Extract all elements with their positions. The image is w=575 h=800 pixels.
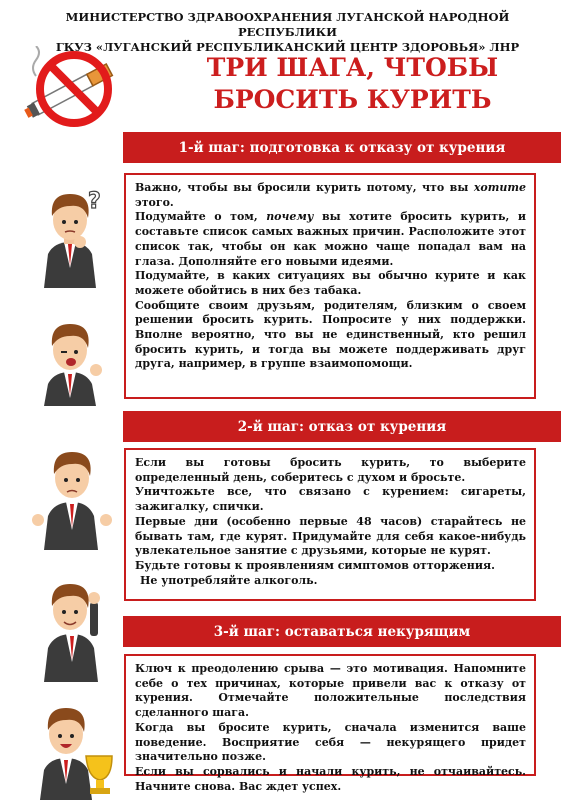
pointing-man-icon [30, 572, 114, 682]
svg-text:?: ? [88, 189, 101, 214]
step-3-paragraph-2: Когда вы бросите курить, сначала изменится ваше поведение. Восприятие себя — некурящего придет значительно позже. [135, 720, 526, 764]
page-title [140, 52, 565, 116]
step-3-text-box [124, 654, 536, 793]
step-2-paragraph-4: Будьте готовы к проявлениям симптомов отторжения. [135, 558, 495, 572]
step-1-paragraph-3: Подумайте, в каких ситуациях вы обычно курите и как можете обойтись в них без табака. [135, 269, 526, 297]
header-line-1: МИНИСТЕРСТВО ЗДРАВООХРАНЕНИЯ ЛУГАНСКОЙ НАРОДНОЙ РЕСПУБЛИКИ [65, 10, 510, 39]
step-2-paragraph-5: Не употребляйте алкоголь. [140, 573, 318, 587]
step-2-paragraph-3: Первые дни (особенно первые 48 часов) старайтесь не бывать там, где курят. Придумайте для себя какое-нибудь увлекательное занятие с друзьями, которые не курят. [135, 514, 526, 558]
title-line-2: БРОСИТЬ КУРИТЬ [213, 85, 492, 114]
step-1-paragraph-2: Подумайте о том, почему вы хотите бросить курить, и составьте список самых важных причин. Расположите этот список так, чтобы он как можно чаще попадал вам на глаза. Дополняйте его новыми идеями. [135, 210, 526, 268]
step-1-heading: 1-й шаг: подготовка к отказу от курения [123, 132, 561, 163]
step-2-heading: 2-й шаг: отказ от курения [123, 411, 561, 442]
step-1-paragraph-1: Важно, чтобы вы бросили курить потому, что вы хотите этого. [135, 181, 526, 209]
step-1-text-box [124, 173, 536, 399]
step-2-paragraph-1: Если вы готовы бросить курить, то выберите определенный день, соберитесь с духом и бросьте. [135, 456, 526, 484]
step-2-paragraph-2: Уничтожьте все, что связано с курением: сигареты, зажигалку, спички. [135, 485, 526, 514]
step-1-paragraph-4: Сообщите своим друзьям, родителям, близким о своем решении бросить курить. Попросите у них поддержки. Вполне вероятно, что вы не единственный, кто решил бросить курить, и тогда вы можете поддерживать друг друга, например, в группе взаимопомощи. [135, 298, 526, 371]
man-with-trophy-icon [30, 700, 114, 800]
title-line-1: ТРИ ШАГА, ЧТОБЫ [206, 53, 499, 82]
step-3-paragraph-3: Если вы сорвались и начали курить, не отчаивайтесь. Начните снова. Вас ждет успех. [135, 764, 526, 793]
step-3-heading: 3-й шаг: оставаться некурящим [123, 616, 561, 647]
thinking-man-icon [34, 182, 114, 288]
shrugging-man-icon [30, 440, 114, 550]
winking-man-icon [34, 320, 114, 406]
header-line-2: ГКУЗ «ЛУГАНСКИЙ РЕСПУБЛИКАНСКИЙ ЦЕНТР ЗДОРОВЬЯ» ЛНР [55, 40, 520, 54]
step-3-paragraph-1: Ключ к преодолению срыва — это мотивация. Напомните себе о тех причинах, которые привели вас к отказу от курения. Отмечайте положительные последствия сделанного шага. [135, 662, 526, 720]
no-smoking-icon [22, 46, 122, 132]
step-2-text-box [124, 448, 536, 601]
